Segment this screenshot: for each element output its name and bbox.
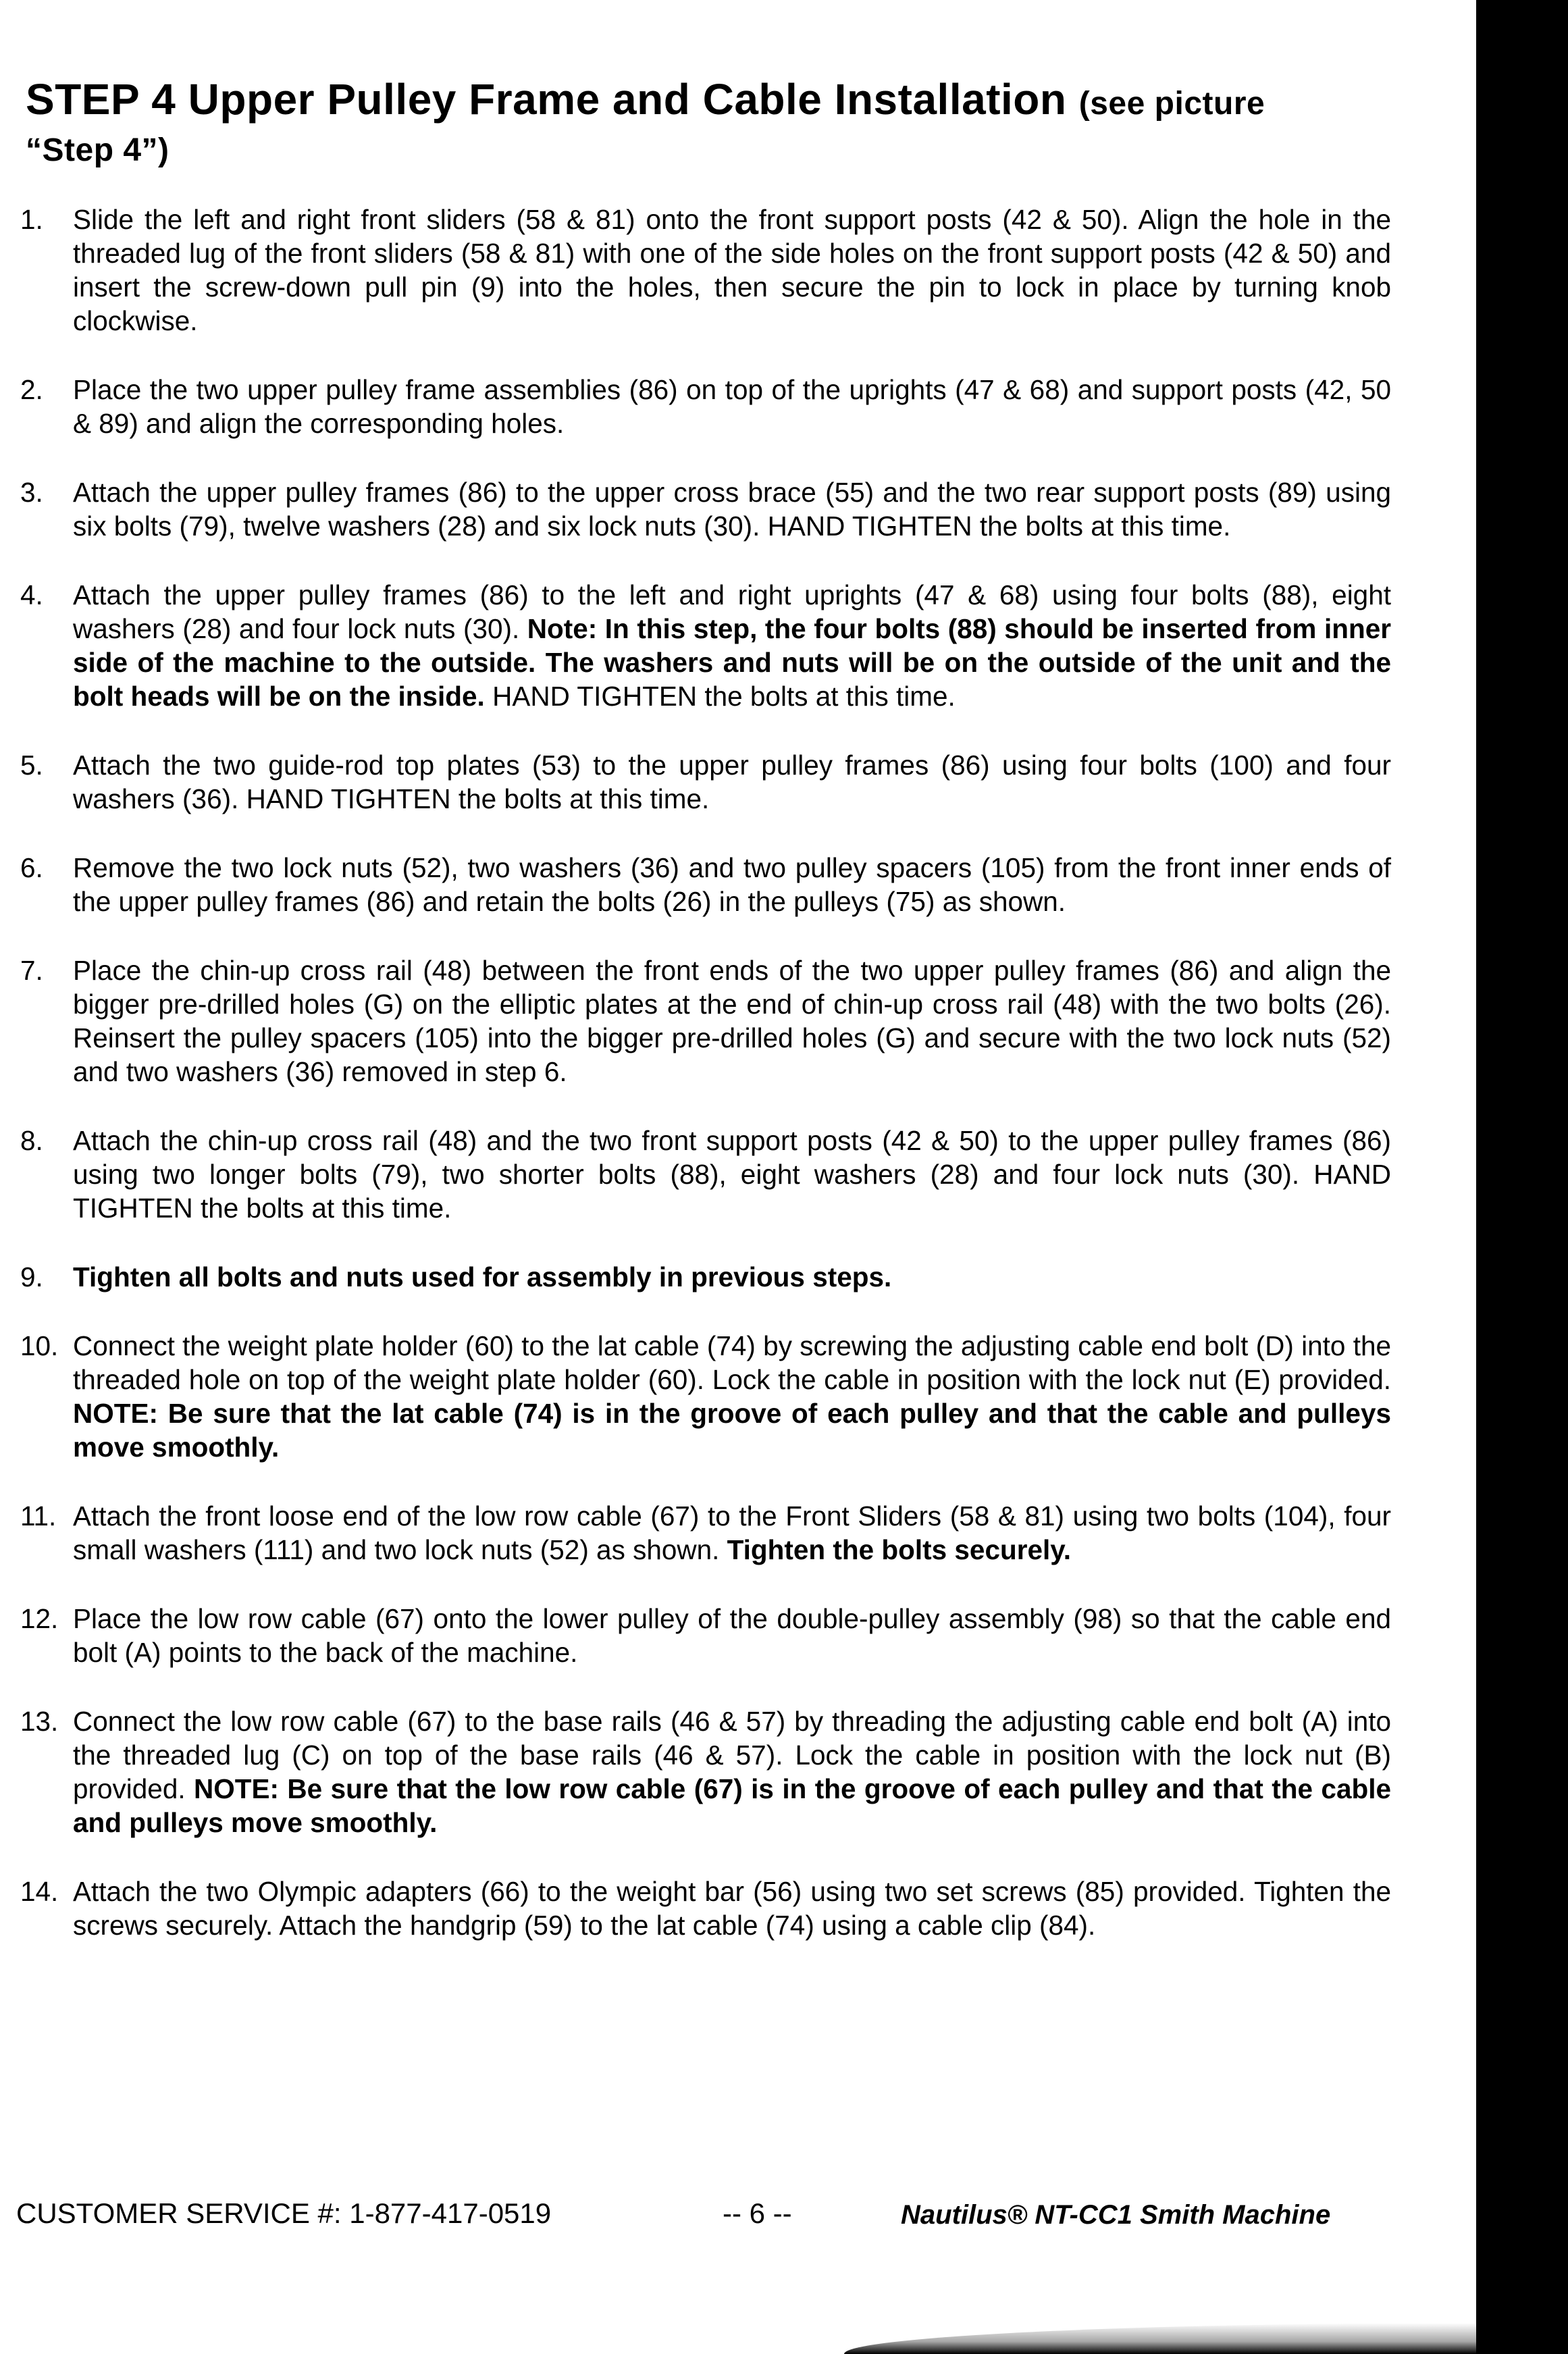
step-number: 7. [20,955,43,986]
step-text-bold: Tighten the bolts securely. [727,1534,1072,1565]
step-text-part: Connect the low row cable (67) to the base rails (46 & 57) by threading the adjusting cable end bolt (A) into the threaded lug (C) on top of the base rails (46 & 57). Lock the cable in position with the lock nut (B) provided. [73,1706,1391,1804]
step-text-part: HAND TIGHTEN the bolts at this time. [484,681,956,712]
step-item [20,1124,1391,1225]
step-text [73,1124,1391,1225]
step-text [73,203,1391,338]
step-number: 11. [20,1500,57,1532]
step-item [20,953,1391,1089]
step-text-part: Attach the front loose end of the low row cable (67) to the Front Sliders (58 & 81) using two bolts (104), four small washers (111) and two lock nuts (52) as shown. [73,1500,1391,1565]
step-number: 2. [20,374,43,405]
page-number: -- 6 -- [723,2197,792,2229]
step-text-part: Remove the two lock nuts (52), two washers (36) and two pulley spacers (105) from the front inner ends of the upper pulley frames (86) and retain the bolts (26) in the pulleys (75) as shown. [73,852,1391,917]
step-text-part: Attach the upper pulley frames (86) to the upper cross brace (55) and the two rear support posts (89) using six bolts (79), twelve washers (28) and six lock nuts (30). HAND TIGHTEN the bolts at this time. [73,477,1391,542]
step-number: 10. [20,1330,59,1361]
page-footer [16,2197,1367,2238]
heading-sub-line2: “Step 4”) [26,132,169,168]
step-text-part: Connect the weight plate holder (60) to the lat cable (74) by screwing the adjusting cable end bolt (D) into the threaded hole on top of the weight plate holder (60). Lock the cable in position with the lock nut (E) provided. [73,1330,1391,1395]
step-text [73,475,1391,543]
step-number: 1. [20,204,43,235]
step-number: 8. [20,1125,43,1156]
step-text [73,1499,1391,1567]
step-text [73,1329,1391,1464]
steps-list [20,203,1391,1977]
step-text-part: Place the two upper pulley frame assemblies (86) on top of the uprights (47 & 68) and support posts (42, 50 & 89) and align the corresponding holes. [73,374,1391,439]
step-item [20,1329,1391,1464]
step-text-part: Place the low row cable (67) onto the lower pulley of the double-pulley assembly (98) so that the cable end bolt (A) points to the back of the machine. [73,1603,1391,1668]
step-number: 6. [20,852,43,883]
step-text [73,851,1391,918]
step-text-bold: Note: In this step, the four bolts (88) should be inserted from inner side of the machine to the outside. The washers and nuts will be on the outside of the unit and the bolt heads will be on the inside. [73,613,1391,712]
step-item [20,1499,1391,1567]
heading-sub: (see picture [1078,86,1265,122]
step-item [20,1260,1391,1294]
step-number: 13. [20,1706,59,1737]
step-item [20,475,1391,543]
step-text-part: Attach the two Olympic adapters (66) to the weight bar (56) using two set screws (85) provided. Tighten the screws securely. Attach the handgrip (59) to the lat cable (74) using a cable clip (84). [73,1876,1391,1941]
step-item [20,1704,1391,1839]
step-text [73,1602,1391,1669]
step-number: 14. [20,1876,59,1907]
step-text [73,1704,1391,1839]
step-text [73,1260,1391,1294]
step-item [20,203,1391,338]
step-text-bold: Tighten all bolts and nuts used for assembly in previous steps. [73,1261,892,1292]
step-item [20,373,1391,440]
step-item [20,1602,1391,1669]
step-text-part: Attach the chin-up cross rail (48) and the two front support posts (42 & 50) to the upper pulley frames (86) using two longer bolts (79), two shorter bolts (88), eight washers (28) and four lock nuts (30). HAND TIGHTEN the bolts at this time. [73,1125,1391,1224]
customer-service-number: CUSTOMER SERVICE #: 1-877-417-0519 [16,2197,552,2229]
step-number: 3. [20,477,43,508]
step-text-part: Place the chin-up cross rail (48) between the front ends of the two upper pulley frames (86) and align the bigger pre-drilled holes (G) on the elliptic plates at the end of chin-up cross rail (48) with the two bolts (26). Reinsert the pulley spacers (105) into the bigger pre-drilled holes (G) and secure with the two lock nuts (52) and two washers (36) removed in step 6. [73,955,1391,1087]
step-text-part: Attach the upper pulley frames (86) to the left and right uprights (47 & 68) using four bolts (88), eight washers (28) and four lock nuts (30). [73,579,1391,644]
scan-black-edge [1476,0,1568,2354]
step-text [73,748,1391,816]
step-item [20,578,1391,713]
step-text [73,373,1391,440]
heading-main: STEP 4 Upper Pulley Frame and Cable Installation [26,75,1067,124]
step-number: 4. [20,579,43,610]
product-name: Nautilus® NT-CC1 Smith Machine [901,2200,1331,2230]
step-heading [26,73,1390,171]
step-number: 5. [20,750,43,781]
step-item [20,851,1391,918]
step-number: 9. [20,1261,43,1292]
step-text [73,953,1391,1089]
step-text-bold: NOTE: Be sure that the lat cable (74) is in the groove of each pulley and that the cable and pulleys move smoothly. [73,1398,1391,1463]
step-text-part: Slide the left and right front sliders (58 & 81) onto the front support posts (42 & 50). Align the hole in the threaded lug of the front sliders (58 & 81) with one of the side holes on the front support posts (42 & 50) and insert the screw-down pull pin (9) into the holes, then secure the pin to lock in place by turning knob clockwise. [73,204,1391,336]
step-item [20,748,1391,816]
step-text [73,1875,1391,1942]
step-number: 12. [20,1603,59,1634]
step-text [73,578,1391,713]
step-item [20,1875,1391,1942]
step-text-bold: NOTE: Be sure that the low row cable (67) is in the groove of each pulley and that the cable and pulleys move smoothly. [73,1773,1391,1838]
page-curl-shadow [844,2323,1479,2354]
step-text-part: Attach the two guide-rod top plates (53) to the upper pulley frames (86) using four bolts (100) and four washers (36). HAND TIGHTEN the bolts at this time. [73,750,1391,814]
